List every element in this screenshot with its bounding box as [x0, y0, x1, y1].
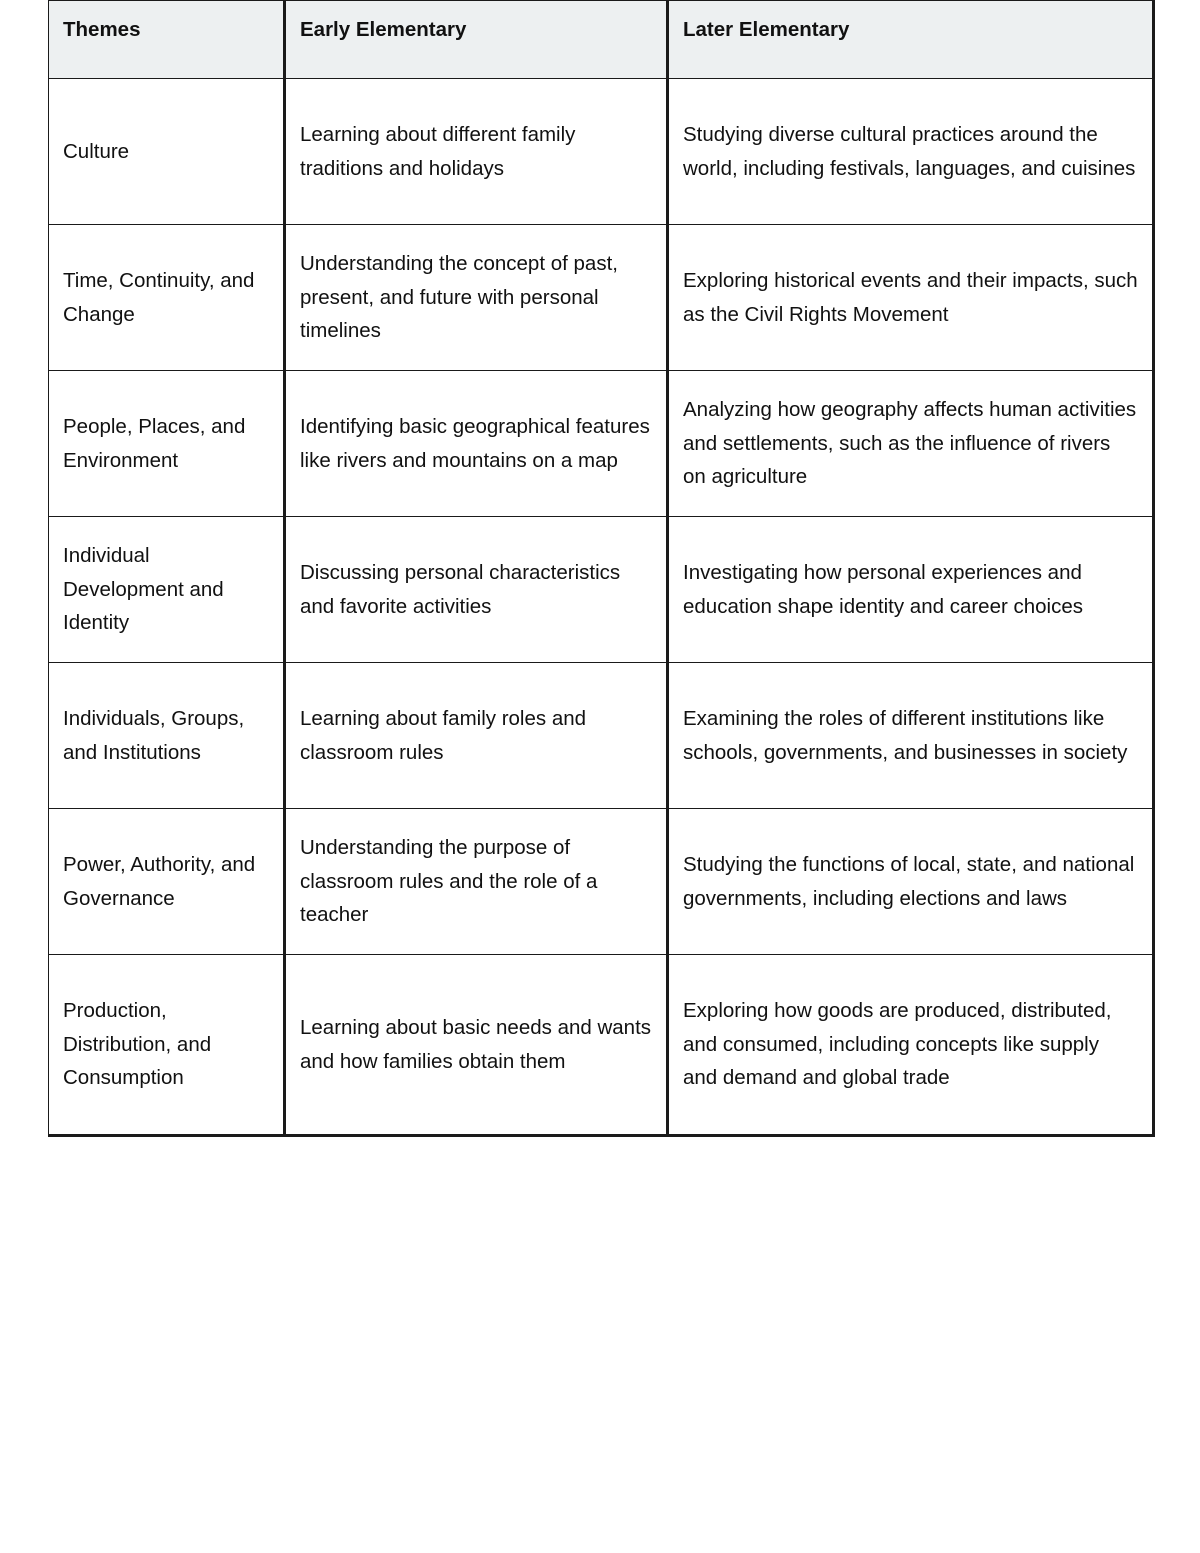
early-cell: Learning about basic needs and wants and how families obtain them	[285, 955, 668, 1136]
later-cell: Investigating how personal experiences and education shape identity and career choices	[668, 517, 1154, 663]
later-cell: Studying diverse cultural practices around the world, including festivals, languages, and cuisines	[668, 79, 1154, 225]
early-cell: Identifying basic geographical features like rivers and mountains on a map	[285, 371, 668, 517]
later-cell: Exploring how goods are produced, distributed, and consumed, including concepts like supply and demand and global trade	[668, 955, 1154, 1136]
early-cell: Understanding the purpose of classroom rules and the role of a teacher	[285, 809, 668, 955]
theme-cell: Individual Development and Identity	[49, 517, 285, 663]
table-row	[49, 371, 1154, 517]
later-cell: Analyzing how geography affects human activities and settlements, such as the influence of rivers on agriculture	[668, 371, 1154, 517]
later-cell: Studying the functions of local, state, and national governments, including elections and laws	[668, 809, 1154, 955]
later-cell: Examining the roles of different institutions like schools, governments, and businesses in society	[668, 663, 1154, 809]
theme-cell: People, Places, and Environment	[49, 371, 285, 517]
themes-table	[48, 0, 1155, 1137]
theme-cell: Production, Distribution, and Consumption	[49, 955, 285, 1136]
later-cell: Exploring historical events and their impacts, such as the Civil Rights Movement	[668, 225, 1154, 371]
theme-cell: Time, Continuity, and Change	[49, 225, 285, 371]
table-row	[49, 663, 1154, 809]
theme-cell: Culture	[49, 79, 285, 225]
table-row	[49, 79, 1154, 225]
early-cell: Learning about different family traditions and holidays	[285, 79, 668, 225]
early-cell: Learning about family roles and classroom rules	[285, 663, 668, 809]
header-themes: Themes	[49, 1, 285, 79]
header-later-elementary: Later Elementary	[668, 1, 1154, 79]
early-cell: Understanding the concept of past, present, and future with personal timelines	[285, 225, 668, 371]
theme-cell: Individuals, Groups, and Institutions	[49, 663, 285, 809]
early-cell: Discussing personal characteristics and favorite activities	[285, 517, 668, 663]
table-row	[49, 225, 1154, 371]
theme-cell: Power, Authority, and Governance	[49, 809, 285, 955]
table-row	[49, 517, 1154, 663]
table-row	[49, 809, 1154, 955]
header-early-elementary: Early Elementary	[285, 1, 668, 79]
header-row	[49, 1, 1154, 79]
table-row	[49, 955, 1154, 1136]
